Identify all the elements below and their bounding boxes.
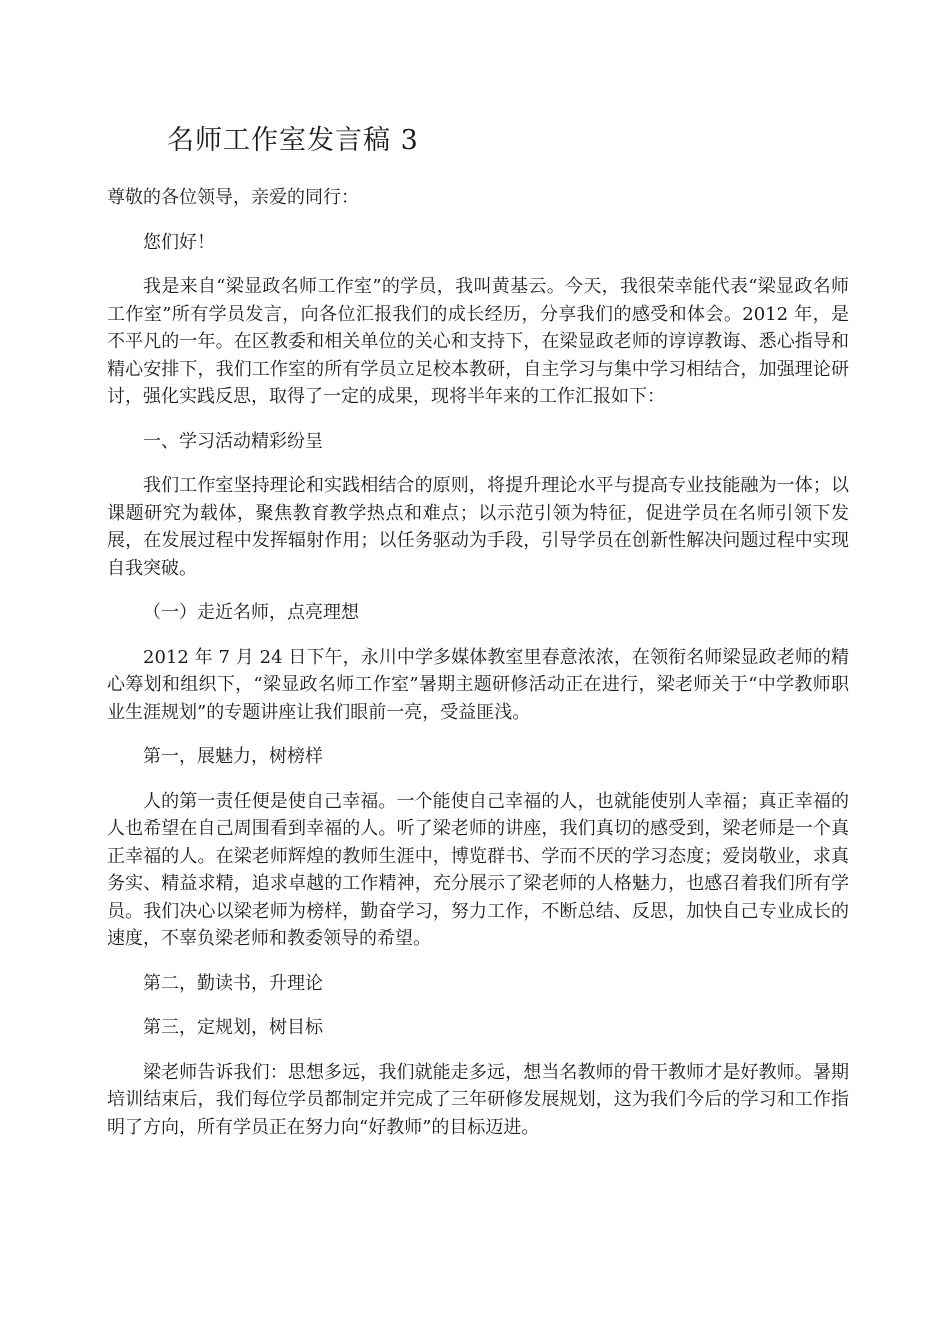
greeting: 您们好！ bbox=[143, 231, 215, 253]
document-title: 名师工作室发言稿 3 bbox=[167, 125, 419, 156]
point-heading-2: 第二，勤读书，升理论 bbox=[143, 972, 323, 994]
point-heading-3: 第三，定规划，树目标 bbox=[143, 1017, 323, 1038]
section-1-paragraph: 我们工作室坚持理论和实践相结合的原则，将提升理论水平与提高专业技能融为一体；以课题研究为载体，聚焦教育教学热点和难点；以示范引领为特征，促进学员在名师引领下发展，在发展过程中发挥辐射作用；以任务驱动为手段，引导学员在创新性解决问题过程中实现自我突破。 bbox=[107, 475, 849, 579]
subsection-1-paragraph: 2012 年 7 月 24 日下午，永川中学多媒体教室里春意浓浓，在领衔名师梁显政老师的精心筹划和组织下，“梁显政名师工作室”暑期主题研修活动正在进行，梁老师关于“中学教师职业生涯规划”的专题讲座让我们眼前一亮，受益匪浅。 bbox=[107, 646, 849, 723]
section-heading-1: 一、学习活动精彩纷呈 bbox=[143, 430, 323, 452]
point-3-paragraph: 梁老师告诉我们：思想多远，我们就能走多远，想当名教师的骨干教师才是好教师。暑期培训结束后，我们每位学员都制定并完成了三年研修发展规划，这为我们今后的学习和工作指明了方向，所有学员正在努力向“好教师”的目标迈进。 bbox=[107, 1061, 849, 1138]
point-1-paragraph: 人的第一责任便是使自己幸福。一个能使自己幸福的人，也就能使别人幸福；真正幸福的人也希望在自己周围看到幸福的人。听了梁老师的讲座，我们真切的感受到，梁老师是一个真正幸福的人。在梁老师辉煌的教师生涯中，博览群书、学而不厌的学习态度；爱岗敬业，求真务实、精益求精，追求卓越的工作精神，充分展示了梁老师的人格魅力，也感召着我们所有学员。我们决心以梁老师为榜样，勤奋学习，努力工作，不断总结、反思，加快自己专业成长的速度，不辜负梁老师和教委领导的希望。 bbox=[107, 790, 849, 949]
subsection-heading-1: （一）走近名师，点亮理想 bbox=[143, 602, 359, 623]
document-body bbox=[107, 184, 849, 1158]
point-heading-1: 第一，展魅力，树榜样 bbox=[143, 746, 323, 767]
intro-paragraph: 我是来自“梁显政名师工作室”的学员，我叫黄基云。今天，我很荣幸能代表“梁显政名师工作室”所有学员发言，向各位汇报我们的成长经历，分享我们的感受和体会。2012 年，是不平凡的一年。在区教委和相关单位的关心和支持下，在梁显政老师的谆谆教诲、悉心指导和精心安排下，我们工作室的所有学员立足校本教研，自主学习与集中学习相结合，加强理论研讨，强化实践反思，取得了一定的成果，现将半年来的工作汇报如下： bbox=[107, 276, 849, 407]
salutation: 尊敬的各位领导，亲爱的同行： bbox=[107, 187, 359, 208]
